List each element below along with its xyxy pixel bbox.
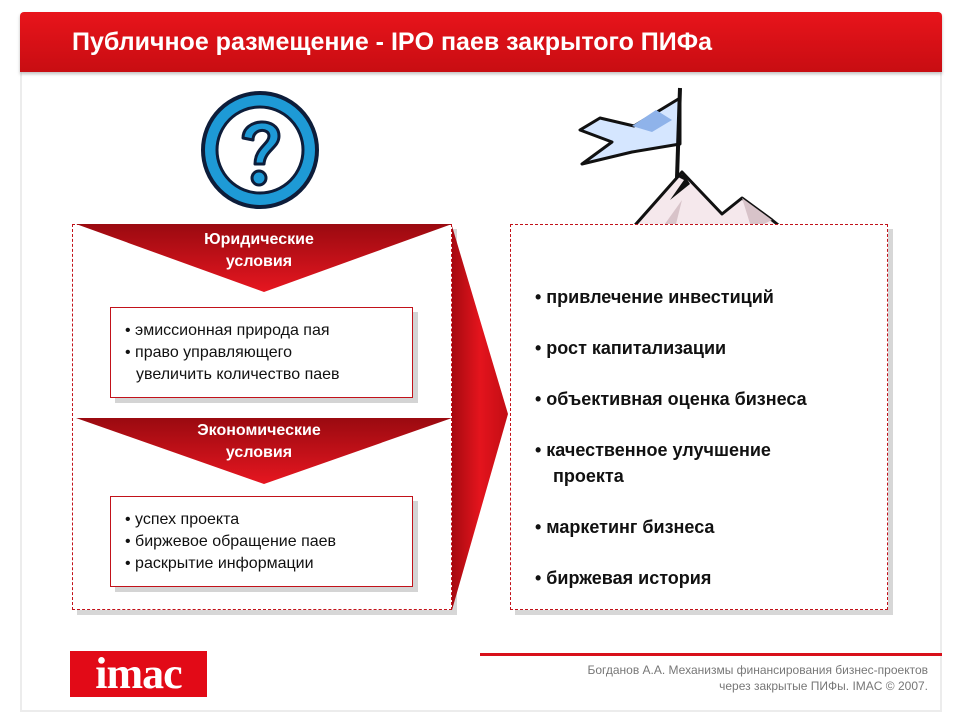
arrow-right-icon xyxy=(448,226,510,612)
list-item: • привлечение инвестиций xyxy=(535,287,774,307)
imac-logo: imac xyxy=(70,651,207,697)
list-item: увеличить количество паев xyxy=(136,366,340,383)
legal-conditions-title: Юридические условия xyxy=(204,231,314,270)
question-circle-icon xyxy=(193,86,329,216)
page-title: Публичное размещение - IPO паев закрытого ПИФа xyxy=(72,28,712,56)
benefits-panel xyxy=(510,224,888,610)
list-item: • маркетинг бизнеса xyxy=(535,517,715,537)
list-item: • успех проекта xyxy=(125,511,240,528)
list-item: • раскрытие информации xyxy=(125,555,314,572)
list-item: • право управляющего xyxy=(125,344,293,361)
footer-divider xyxy=(480,653,942,656)
list-item: • биржевая история xyxy=(535,568,712,588)
list-item: • эмиссионная природа пая xyxy=(125,322,330,339)
economic-conditions-title: Экономические условия xyxy=(197,422,321,461)
footer-citation: Богданов А.А. Механизмы финансирования бизнес-проектов через закрытые ПИФы. IMAC © 2007. xyxy=(587,663,928,693)
list-item: • объективная оценка бизнеса xyxy=(535,389,807,409)
list-item: • качественное улучшение проекта xyxy=(535,440,771,486)
list-item: • биржевое обращение паев xyxy=(125,533,337,550)
list-item: • рост капитализации xyxy=(535,338,727,358)
legal-conditions-box xyxy=(110,307,413,398)
economic-conditions-box xyxy=(110,496,413,587)
title-bar xyxy=(20,12,942,72)
